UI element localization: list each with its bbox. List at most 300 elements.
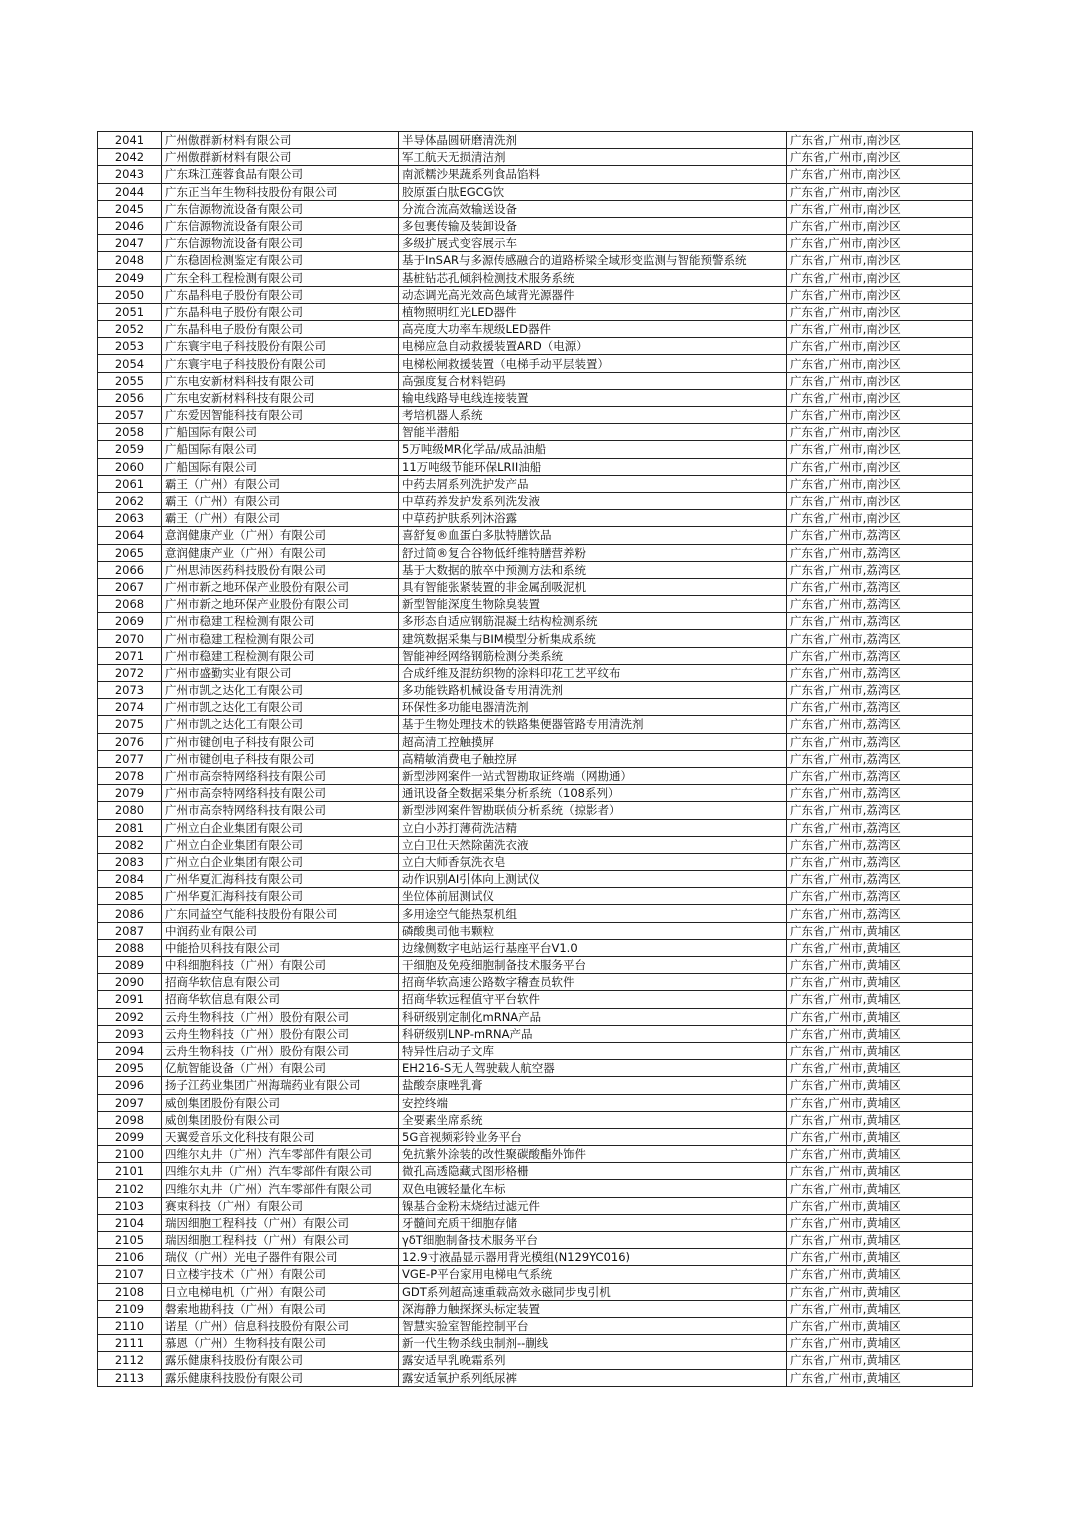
region-cell: 广东省,广州市,荔湾区: [787, 819, 973, 836]
table-row: [98, 630, 973, 647]
product-name-cell: 干细胞及免疫细胞制备技术服务平台: [399, 957, 787, 974]
row-number-cell: 2092: [98, 1008, 162, 1025]
region-cell: 广东省,广州市,荔湾区: [787, 836, 973, 853]
table-row: [98, 1300, 973, 1317]
table-row: [98, 1335, 973, 1352]
region-cell: 广东省,广州市,南沙区: [787, 269, 973, 286]
company-name-cell: 广州傲群新材料有限公司: [162, 149, 399, 166]
product-name-cell: 坐位体前屈测试仪: [399, 888, 787, 905]
region-cell: 广东省,广州市,荔湾区: [787, 750, 973, 767]
company-name-cell: 广州市高奈特网络科技有限公司: [162, 802, 399, 819]
product-name-cell: 立白大师香氛洗衣皂: [399, 853, 787, 870]
table-row: [98, 269, 973, 286]
row-number-cell: 2107: [98, 1266, 162, 1283]
product-name-cell: 基于InSAR与多源传感融合的道路桥梁全域形变监测与智能预警系统: [399, 252, 787, 269]
product-name-cell: 电梯松闸救援装置（电梯手动平层装置）: [399, 355, 787, 372]
region-cell: 广东省,广州市,南沙区: [787, 303, 973, 320]
product-name-cell: 新型涉网案件一站式智勘取证终端（网勘通）: [399, 767, 787, 784]
company-name-cell: 广东信源物流设备有限公司: [162, 235, 399, 252]
product-name-cell: 多包裹传输及装卸设备: [399, 217, 787, 234]
region-cell: 广东省,广州市,黄埔区: [787, 1094, 973, 1111]
table-row: [98, 1128, 973, 1145]
row-number-cell: 2099: [98, 1128, 162, 1145]
product-name-cell: 边缘侧数字电站运行基座平台V1.0: [399, 939, 787, 956]
table-row: [98, 578, 973, 595]
company-name-cell: 日立楼宇技术（广州）有限公司: [162, 1266, 399, 1283]
product-name-cell: γδT细胞制备技术服务平台: [399, 1232, 787, 1249]
region-cell: 广东省,广州市,荔湾区: [787, 888, 973, 905]
row-number-cell: 2055: [98, 372, 162, 389]
row-number-cell: 2104: [98, 1214, 162, 1231]
company-name-cell: 广东电安新材料科技有限公司: [162, 372, 399, 389]
table-row: [98, 888, 973, 905]
row-number-cell: 2095: [98, 1060, 162, 1077]
row-number-cell: 2097: [98, 1094, 162, 1111]
company-name-cell: 广州市凯之达化工有限公司: [162, 699, 399, 716]
table-row: [98, 613, 973, 630]
product-name-cell: 新一代生物杀线虫制剂--蒯线: [399, 1335, 787, 1352]
region-cell: 广东省,广州市,荔湾区: [787, 596, 973, 613]
row-number-cell: 2103: [98, 1197, 162, 1214]
region-cell: 广东省,广州市,黄埔区: [787, 1232, 973, 1249]
table-row: [98, 1077, 973, 1094]
row-number-cell: 2059: [98, 441, 162, 458]
company-name-cell: 露乐健康科技股份有限公司: [162, 1352, 399, 1369]
region-cell: 广东省,广州市,黄埔区: [787, 974, 973, 991]
region-cell: 广东省,广州市,黄埔区: [787, 1266, 973, 1283]
company-name-cell: 广州市凯之达化工有限公司: [162, 716, 399, 733]
region-cell: 广东省,广州市,荔湾区: [787, 527, 973, 544]
product-name-cell: 高亮度大功率车规级LED器件: [399, 321, 787, 338]
region-cell: 广东省,广州市,荔湾区: [787, 613, 973, 630]
row-number-cell: 2076: [98, 733, 162, 750]
company-name-cell: 露乐健康科技股份有限公司: [162, 1369, 399, 1386]
company-name-cell: 广州立白企业集团有限公司: [162, 819, 399, 836]
product-name-cell: 具有智能张紧装置的非金属刮吸泥机: [399, 578, 787, 595]
row-number-cell: 2087: [98, 922, 162, 939]
row-number-cell: 2072: [98, 664, 162, 681]
region-cell: 广东省,广州市,南沙区: [787, 338, 973, 355]
product-name-cell: 双色电镀轻量化车标: [399, 1180, 787, 1197]
company-name-cell: 意润健康产业（广州）有限公司: [162, 544, 399, 561]
row-number-cell: 2100: [98, 1146, 162, 1163]
product-name-cell: 半导体晶圆研磨清洗剂: [399, 132, 787, 149]
row-number-cell: 2068: [98, 596, 162, 613]
region-cell: 广东省,广州市,南沙区: [787, 132, 973, 149]
row-number-cell: 2046: [98, 217, 162, 234]
row-number-cell: 2065: [98, 544, 162, 561]
table-row: [98, 149, 973, 166]
row-number-cell: 2053: [98, 338, 162, 355]
company-name-cell: 广东电安新材料科技有限公司: [162, 389, 399, 406]
product-name-cell: 动态调光高光效高色域背光源器件: [399, 286, 787, 303]
region-cell: 广东省,广州市,南沙区: [787, 458, 973, 475]
table-body: [98, 132, 973, 1387]
region-cell: 广东省,广州市,黄埔区: [787, 939, 973, 956]
company-name-cell: 广州市新之地环保产业股份有限公司: [162, 578, 399, 595]
product-name-cell: 智能半潜船: [399, 424, 787, 441]
region-cell: 广东省,广州市,黄埔区: [787, 957, 973, 974]
company-name-cell: 扬子江药业集团广州海瑞药业有限公司: [162, 1077, 399, 1094]
region-cell: 广东省,广州市,南沙区: [787, 424, 973, 441]
company-name-cell: 广州傲群新材料有限公司: [162, 132, 399, 149]
row-number-cell: 2074: [98, 699, 162, 716]
company-name-cell: 四维尔丸井（广州）汽车零部件有限公司: [162, 1180, 399, 1197]
company-name-cell: 日立电梯电机（广州）有限公司: [162, 1283, 399, 1300]
company-name-cell: 广州立白企业集团有限公司: [162, 853, 399, 870]
company-name-cell: 广东正当年生物科技股份有限公司: [162, 183, 399, 200]
table-row: [98, 699, 973, 716]
product-name-cell: 盐酸奈康唑乳膏: [399, 1077, 787, 1094]
product-name-cell: 招商华软高速公路数字稽查员软件: [399, 974, 787, 991]
product-name-cell: 新型智能深度生物除臭装置: [399, 596, 787, 613]
table-row: [98, 475, 973, 492]
region-cell: 广东省,广州市,荔湾区: [787, 733, 973, 750]
company-name-cell: 广州市键创电子科技有限公司: [162, 733, 399, 750]
company-name-cell: 意润健康产业（广州）有限公司: [162, 527, 399, 544]
company-name-cell: 广州市稳建工程检测有限公司: [162, 630, 399, 647]
table-row: [98, 321, 973, 338]
product-name-cell: 安控终端: [399, 1094, 787, 1111]
product-name-cell: 喜舒复®血蛋白多肽特膳饮品: [399, 527, 787, 544]
row-number-cell: 2093: [98, 1025, 162, 1042]
table-row: [98, 510, 973, 527]
product-name-cell: 多级扩展式变容展示车: [399, 235, 787, 252]
row-number-cell: 2073: [98, 682, 162, 699]
table-row: [98, 252, 973, 269]
row-number-cell: 2082: [98, 836, 162, 853]
table-row: [98, 991, 973, 1008]
company-name-cell: 广东晶科电子股份有限公司: [162, 286, 399, 303]
table-row: [98, 166, 973, 183]
product-name-cell: 深海静力触探探头标定装置: [399, 1300, 787, 1317]
company-name-cell: 霸王（广州）有限公司: [162, 492, 399, 509]
table-row: [98, 836, 973, 853]
row-number-cell: 2081: [98, 819, 162, 836]
table-row: [98, 1094, 973, 1111]
company-name-cell: 中科细胞科技（广州）有限公司: [162, 957, 399, 974]
table-row: [98, 957, 973, 974]
company-name-cell: 天翼爱音乐文化科技有限公司: [162, 1128, 399, 1145]
row-number-cell: 2049: [98, 269, 162, 286]
table-row: [98, 458, 973, 475]
company-name-cell: 广州市高奈特网络科技有限公司: [162, 785, 399, 802]
product-name-cell: 输电线路导电线连接装置: [399, 389, 787, 406]
row-number-cell: 2066: [98, 561, 162, 578]
region-cell: 广东省,广州市,南沙区: [787, 372, 973, 389]
row-number-cell: 2101: [98, 1163, 162, 1180]
row-number-cell: 2064: [98, 527, 162, 544]
product-name-cell: EH216-S无人驾驶载人航空器: [399, 1060, 787, 1077]
product-name-cell: VGE-P平台家用电梯电气系统: [399, 1266, 787, 1283]
row-number-cell: 2075: [98, 716, 162, 733]
row-number-cell: 2062: [98, 492, 162, 509]
product-name-cell: 新型涉网案件智勘联侦分析系统（掠影者）: [399, 802, 787, 819]
region-cell: 广东省,广州市,荔湾区: [787, 767, 973, 784]
region-cell: 广东省,广州市,荔湾区: [787, 905, 973, 922]
region-cell: 广东省,广州市,荔湾区: [787, 802, 973, 819]
row-number-cell: 2043: [98, 166, 162, 183]
product-name-cell: 考培机器人系统: [399, 407, 787, 424]
table-row: [98, 544, 973, 561]
company-name-cell: 招商华软信息有限公司: [162, 974, 399, 991]
row-number-cell: 2058: [98, 424, 162, 441]
region-cell: 广东省,广州市,黄埔区: [787, 1335, 973, 1352]
region-cell: 广东省,广州市,南沙区: [787, 252, 973, 269]
product-name-cell: 环保性多功能电器清洗剂: [399, 699, 787, 716]
table-row: [98, 819, 973, 836]
company-name-cell: 广东信源物流设备有限公司: [162, 217, 399, 234]
row-number-cell: 2089: [98, 957, 162, 974]
company-name-cell: 四维尔丸井（广州）汽车零部件有限公司: [162, 1163, 399, 1180]
row-number-cell: 2098: [98, 1111, 162, 1128]
company-name-cell: 中润药业有限公司: [162, 922, 399, 939]
region-cell: 广东省,广州市,黄埔区: [787, 1352, 973, 1369]
row-number-cell: 2048: [98, 252, 162, 269]
region-cell: 广东省,广州市,黄埔区: [787, 1300, 973, 1317]
product-name-cell: 军工航天无损清洁剂: [399, 149, 787, 166]
region-cell: 广东省,广州市,荔湾区: [787, 578, 973, 595]
table-row: [98, 1060, 973, 1077]
product-name-cell: 通讯设备全数据采集分析系统（108系列）: [399, 785, 787, 802]
company-name-cell: 广东同益空气能科技股份有限公司: [162, 905, 399, 922]
table-row: [98, 561, 973, 578]
region-cell: 广东省,广州市,南沙区: [787, 441, 973, 458]
company-name-cell: 云舟生物科技（广州）股份有限公司: [162, 1025, 399, 1042]
table-row: [98, 785, 973, 802]
region-cell: 广东省,广州市,南沙区: [787, 149, 973, 166]
row-number-cell: 2047: [98, 235, 162, 252]
row-number-cell: 2085: [98, 888, 162, 905]
region-cell: 广东省,广州市,南沙区: [787, 407, 973, 424]
region-cell: 广东省,广州市,黄埔区: [787, 922, 973, 939]
table-row: [98, 303, 973, 320]
product-name-cell: 植物照明红光LED器件: [399, 303, 787, 320]
row-number-cell: 2041: [98, 132, 162, 149]
company-name-cell: 瑞因细胞工程科技（广州）有限公司: [162, 1214, 399, 1231]
company-name-cell: 磐索地勘科技（广州）有限公司: [162, 1300, 399, 1317]
table-row: [98, 974, 973, 991]
region-cell: 广东省,广州市,南沙区: [787, 200, 973, 217]
company-name-cell: 霸王（广州）有限公司: [162, 475, 399, 492]
product-name-cell: 5万吨级MR化学品/成品油船: [399, 441, 787, 458]
region-cell: 广东省,广州市,荔湾区: [787, 630, 973, 647]
row-number-cell: 2084: [98, 871, 162, 888]
table-row: [98, 286, 973, 303]
table-row: [98, 1042, 973, 1059]
product-name-cell: 招商华软远程值守平台软件: [399, 991, 787, 1008]
table-row: [98, 939, 973, 956]
table-row: [98, 1180, 973, 1197]
region-cell: 广东省,广州市,荔湾区: [787, 716, 973, 733]
row-number-cell: 2090: [98, 974, 162, 991]
region-cell: 广东省,广州市,荔湾区: [787, 699, 973, 716]
table-row: [98, 853, 973, 870]
row-number-cell: 2112: [98, 1352, 162, 1369]
company-name-cell: 云舟生物科技（广州）股份有限公司: [162, 1008, 399, 1025]
row-number-cell: 2109: [98, 1300, 162, 1317]
product-name-cell: 露安适早乳晚霜系列: [399, 1352, 787, 1369]
product-name-cell: 舒过简®复合谷物低纤维特膳营养粉: [399, 544, 787, 561]
table-row: [98, 1266, 973, 1283]
row-number-cell: 2102: [98, 1180, 162, 1197]
region-cell: 广东省,广州市,南沙区: [787, 389, 973, 406]
product-name-cell: 11万吨级节能环保LRII油船: [399, 458, 787, 475]
region-cell: 广东省,广州市,黄埔区: [787, 1283, 973, 1300]
row-number-cell: 2051: [98, 303, 162, 320]
product-name-cell: 超高清工控触摸屏: [399, 733, 787, 750]
product-name-cell: 全要素坐席系统: [399, 1111, 787, 1128]
product-name-cell: 立白卫仕天然除菌洗衣液: [399, 836, 787, 853]
table-row: [98, 1283, 973, 1300]
company-name-cell: 招商华软信息有限公司: [162, 991, 399, 1008]
product-name-cell: 科研级别定制化mRNA产品: [399, 1008, 787, 1025]
row-number-cell: 2083: [98, 853, 162, 870]
company-name-cell: 广东寰宇电子科技股份有限公司: [162, 355, 399, 372]
region-cell: 广东省,广州市,南沙区: [787, 286, 973, 303]
company-name-cell: 广州市凯之达化工有限公司: [162, 682, 399, 699]
row-number-cell: 2091: [98, 991, 162, 1008]
table-row: [98, 1146, 973, 1163]
row-number-cell: 2063: [98, 510, 162, 527]
table-row: [98, 682, 973, 699]
product-name-cell: 智慧实验室智能控制平台: [399, 1317, 787, 1334]
table-row: [98, 355, 973, 372]
region-cell: 广东省,广州市,黄埔区: [787, 1128, 973, 1145]
region-cell: 广东省,广州市,黄埔区: [787, 1214, 973, 1231]
table-row: [98, 1111, 973, 1128]
company-name-cell: 瑞仪（广州）光电子器件有限公司: [162, 1249, 399, 1266]
region-cell: 广东省,广州市,荔湾区: [787, 561, 973, 578]
region-cell: 广东省,广州市,黄埔区: [787, 1008, 973, 1025]
row-number-cell: 2108: [98, 1283, 162, 1300]
table-row: [98, 183, 973, 200]
table-row: [98, 1025, 973, 1042]
region-cell: 广东省,广州市,南沙区: [787, 235, 973, 252]
table-row: [98, 1352, 973, 1369]
company-name-cell: 广州市盛勤实业有限公司: [162, 664, 399, 681]
product-name-cell: 免抗紫外涂装的改性聚碳酸酯外饰件: [399, 1146, 787, 1163]
table-row: [98, 372, 973, 389]
company-name-cell: 诺星（广州）信息科技股份有限公司: [162, 1317, 399, 1334]
product-name-cell: 基桩钻芯孔倾斜检测技术服务系统: [399, 269, 787, 286]
row-number-cell: 2060: [98, 458, 162, 475]
product-name-cell: 多用途空气能热泵机组: [399, 905, 787, 922]
table-row: [98, 871, 973, 888]
table-row: [98, 905, 973, 922]
row-number-cell: 2111: [98, 1335, 162, 1352]
region-cell: 广东省,广州市,黄埔区: [787, 1163, 973, 1180]
row-number-cell: 2056: [98, 389, 162, 406]
region-cell: 广东省,广州市,荔湾区: [787, 853, 973, 870]
company-name-cell: 广东稳固检测鉴定有限公司: [162, 252, 399, 269]
table-row: [98, 1163, 973, 1180]
table-row: [98, 407, 973, 424]
product-name-cell: 合成纤维及混纺织物的涂料印花工艺平纹布: [399, 664, 787, 681]
company-name-cell: 广船国际有限公司: [162, 458, 399, 475]
table-row: [98, 750, 973, 767]
company-name-cell: 广州思沛医药科技股份有限公司: [162, 561, 399, 578]
product-name-cell: GDT系列超高速重载高效永磁同步曳引机: [399, 1283, 787, 1300]
product-name-cell: 多功能铁路机械设备专用清洗剂: [399, 682, 787, 699]
table-row: [98, 1197, 973, 1214]
table-row: [98, 217, 973, 234]
region-cell: 广东省,广州市,南沙区: [787, 510, 973, 527]
region-cell: 广东省,广州市,黄埔区: [787, 1077, 973, 1094]
company-name-cell: 威创集团股份有限公司: [162, 1111, 399, 1128]
table-row: [98, 200, 973, 217]
region-cell: 广东省,广州市,黄埔区: [787, 1197, 973, 1214]
table-row: [98, 1232, 973, 1249]
table-row: [98, 1369, 973, 1386]
row-number-cell: 2078: [98, 767, 162, 784]
region-cell: 广东省,广州市,黄埔区: [787, 1249, 973, 1266]
company-name-cell: 广东爱因智能科技有限公司: [162, 407, 399, 424]
row-number-cell: 2067: [98, 578, 162, 595]
product-name-cell: 分流合流高效输送设备: [399, 200, 787, 217]
row-number-cell: 2094: [98, 1042, 162, 1059]
company-name-cell: 广东寰宇电子科技股份有限公司: [162, 338, 399, 355]
row-number-cell: 2077: [98, 750, 162, 767]
region-cell: 广东省,广州市,黄埔区: [787, 1369, 973, 1386]
company-name-cell: 广州市键创电子科技有限公司: [162, 750, 399, 767]
row-number-cell: 2061: [98, 475, 162, 492]
product-name-cell: 高精敏消费电子触控屏: [399, 750, 787, 767]
product-name-cell: 5G音视频彩铃业务平台: [399, 1128, 787, 1145]
row-number-cell: 2086: [98, 905, 162, 922]
region-cell: 广东省,广州市,南沙区: [787, 321, 973, 338]
region-cell: 广东省,广州市,黄埔区: [787, 1025, 973, 1042]
company-name-cell: 广州华夏汇海科技有限公司: [162, 871, 399, 888]
company-name-cell: 云舟生物科技（广州）股份有限公司: [162, 1042, 399, 1059]
company-name-cell: 广船国际有限公司: [162, 441, 399, 458]
region-cell: 广东省,广州市,黄埔区: [787, 1146, 973, 1163]
region-cell: 广东省,广州市,黄埔区: [787, 1060, 973, 1077]
table-row: [98, 767, 973, 784]
row-number-cell: 2096: [98, 1077, 162, 1094]
row-number-cell: 2079: [98, 785, 162, 802]
table-row: [98, 802, 973, 819]
company-name-cell: 广东信源物流设备有限公司: [162, 200, 399, 217]
region-cell: 广东省,广州市,南沙区: [787, 475, 973, 492]
product-name-cell: 智能神经网络钢筋检测分类系统: [399, 647, 787, 664]
row-number-cell: 2088: [98, 939, 162, 956]
table-row: [98, 1008, 973, 1025]
product-name-cell: 立白小苏打薄荷洗洁精: [399, 819, 787, 836]
company-name-cell: 广东全科工程检测有限公司: [162, 269, 399, 286]
row-number-cell: 2050: [98, 286, 162, 303]
row-number-cell: 2044: [98, 183, 162, 200]
region-cell: 广东省,广州市,南沙区: [787, 166, 973, 183]
row-number-cell: 2054: [98, 355, 162, 372]
row-number-cell: 2071: [98, 647, 162, 664]
table-row: [98, 132, 973, 149]
row-number-cell: 2113: [98, 1369, 162, 1386]
table-row: [98, 492, 973, 509]
product-name-cell: 镍基合金粉末烧结过滤元件: [399, 1197, 787, 1214]
product-name-cell: 高强度复合材料铠码: [399, 372, 787, 389]
region-cell: 广东省,广州市,黄埔区: [787, 991, 973, 1008]
region-cell: 广东省,广州市,黄埔区: [787, 1180, 973, 1197]
table-row: [98, 235, 973, 252]
row-number-cell: 2057: [98, 407, 162, 424]
product-name-cell: 多形态自适应钢筋混凝土结构检测系统: [399, 613, 787, 630]
row-number-cell: 2052: [98, 321, 162, 338]
table-row: [98, 441, 973, 458]
company-name-cell: 广船国际有限公司: [162, 424, 399, 441]
product-name-cell: 胶原蛋白肽EGCG饮: [399, 183, 787, 200]
product-name-cell: 磷酸奥司他韦颗粒: [399, 922, 787, 939]
